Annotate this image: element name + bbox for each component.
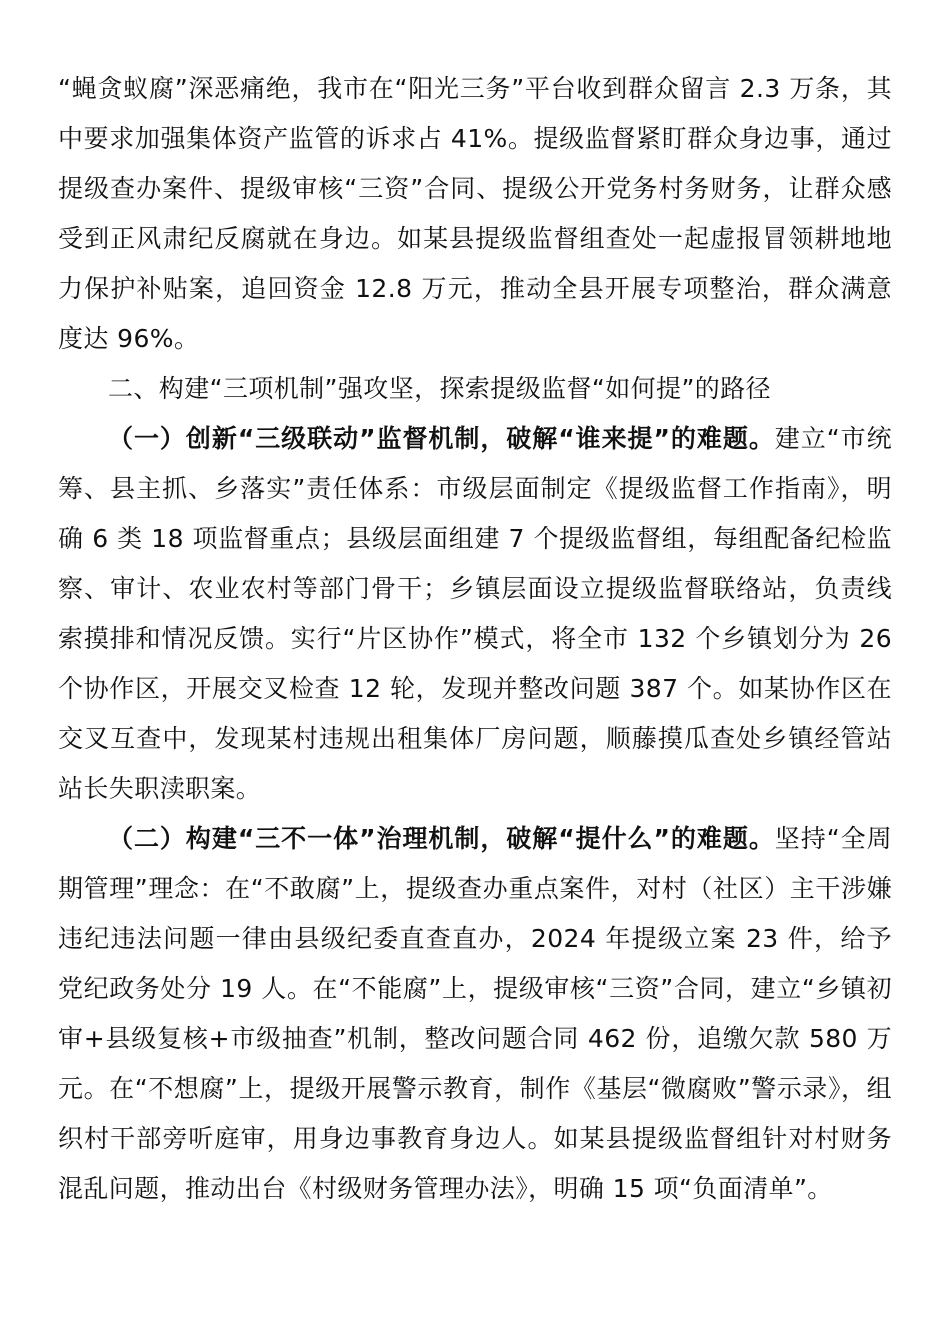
subsection-lead-three-level-linkage: （一）创新“三级联动”监督机制，破解“谁来提”的难题。 — [108, 424, 775, 453]
subsection-body-three-no-integration: 坚持“全周期管理”理念：在“不敢腐”上，提级查办重点案件，对村（社区）主干涉嫌违纪违法问题一律由县级纪委直查直办，2024 年提级立案 23 件，给予党纪政务处分 19 人。在“不能腐”上，提级审核“三资”合同，建立“乡镇初审+县级复核+市级抽查”机制，整改问题合同 462 份，追缴欠款 580 万元。在“不想腐”上，提级开展警示教育，制作《基层“微腐败”警示录》，组织村干部旁听庭审，用身边事教育身边人。如某县提级监督组针对村财务混乱问题，推动出台《村级财务管理办法》，明确 15 项“负面清单”。 — [58, 824, 892, 1203]
subsection-three-level-linkage — [58, 414, 892, 814]
paragraph-corruption-feedback: “蝇贪蚁腐”深恶痛绝，我市在“阳光三务”平台收到群众留言 2.3 万条，其中要求加强集体资产监管的诉求占 41%。提级监督紧盯群众身边事，通过提级查办案件、提级审核“三资”合同、提级公开党务村务财务，让群众感受到正风肃纪反腐就在身边。如某县提级监督组查处一起虚报冒领耕地地力保护补贴案，追回资金 12.8 万元，推动全县开展专项整治，群众满意度达 96%。 — [58, 74, 892, 353]
document-page — [58, 64, 892, 1214]
section-heading-three-mechanisms: 二、构建“三项机制”强攻坚，探索提级监督“如何提”的路径 — [108, 374, 772, 403]
subsection-three-no-integration — [58, 814, 892, 1214]
subsection-lead-three-no-integration: （二）构建“三不一体”治理机制，破解“提什么”的难题。 — [108, 824, 775, 853]
subsection-body-three-level-linkage: 建立“市统筹、县主抓、乡落实”责任体系：市级层面制定《提级监督工作指南》，明确 6 类 18 项监督重点；县级层面组建 7 个提级监督组，每组配备纪检监察、审计、农业农村等部门骨干；乡镇层面设立提级监督联络站，负责线索摸排和情况反馈。实行“片区协作”模式，将全市 132 个乡镇划分为 26 个协作区，开展交叉检查 12 轮，发现并整改问题 387 个。如某协作区在交叉互查中，发现某村违规出租集体厂房问题，顺藤摸瓜查处乡镇经管站站长失职渎职案。 — [58, 424, 892, 803]
